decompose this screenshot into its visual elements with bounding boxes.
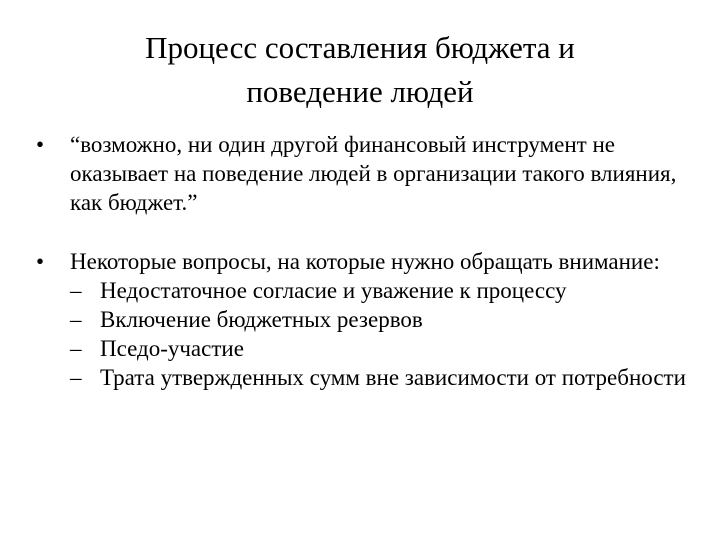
sub-bullet-marker: – [70, 336, 82, 361]
slide-title [0, 26, 720, 114]
sub-bullet-marker: – [70, 278, 82, 303]
sub-bullet-item [36, 363, 706, 392]
sub-bullet-text: Трата утвержденных сумм вне зависимости от потребности [100, 365, 686, 390]
bullet-marker: • [36, 132, 45, 157]
bullet-item-quote [36, 130, 706, 217]
sub-bullet-text: Недостаточное согласие и уважение к процессу [100, 278, 567, 303]
slide-body [36, 130, 706, 392]
slide-title-line-1: Процесс составления бюджета и [145, 30, 575, 65]
sub-bullet-list [36, 276, 706, 392]
sub-bullet-item [36, 305, 706, 334]
bullet-text: “возможно, ни один другой финансовый инструмент не оказывает на поведение людей в организации такого влияния, как бюджет.” [70, 132, 677, 215]
sub-bullet-item [36, 334, 706, 363]
sub-bullet-text: Пседо-участие [100, 336, 244, 361]
bullet-marker: • [36, 249, 45, 274]
bullet-item-questions [36, 247, 706, 276]
slide-title-line-2: поведение людей [246, 74, 474, 109]
sub-bullet-item [36, 276, 706, 305]
sub-bullet-text: Включение бюджетных резервов [100, 307, 423, 332]
bullet-text: Некоторые вопросы, на которые нужно обращать внимание: [70, 249, 660, 274]
sub-bullet-marker: – [70, 365, 82, 390]
sub-bullet-marker: – [70, 307, 82, 332]
